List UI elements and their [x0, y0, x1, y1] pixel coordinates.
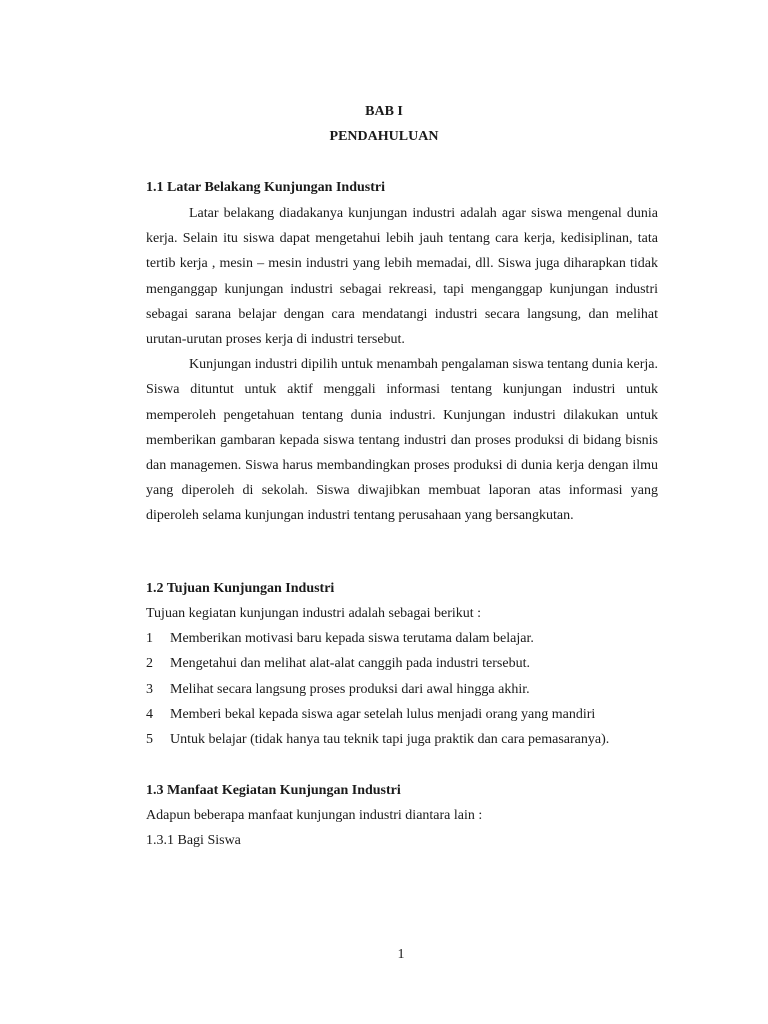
section-1-1-body [146, 201, 658, 529]
paragraph-2: Kunjungan industri dipilih untuk menambah pengalaman siswa tentang dunia kerja. Siswa dituntut untuk aktif menggali informasi tentang kunjungan industri untuk memperoleh pengetahuan tentang dunia industri. Kunjungan industri dilakukan untuk memberikan gambaran kepada siswa tentang industri dan proses produksi di bidang bisnis dan managemen. Siswa harus membandingkan proses produksi di dunia kerja dengan ilmu yang diperoleh di sekolah. Siswa diwajibkan membuat laporan atas informasi yang diperoleh selama kunjungan industri tentang perusahaan yang bersangkutan. [146, 357, 658, 524]
list-item-number: 3 [146, 682, 153, 697]
section-1-3-intro: Adapun beberapa manfaat kunjungan industri diantara lain : [146, 808, 483, 823]
chapter-label: BAB I [365, 104, 403, 119]
section-1-2-heading: 1.2 Tujuan Kunjungan Industri [146, 581, 335, 596]
list-item-text: Memberikan motivasi baru kepada siswa terutama dalam belajar. [170, 631, 534, 646]
list-item-text: Untuk belajar (tidak hanya tau teknik tapi juga praktik dan cara pemasaranya). [170, 732, 610, 747]
list-item-text: Mengetahui dan melihat alat-alat canggih pada industri tersebut. [170, 656, 530, 671]
section-1-3-1-subheading: 1.3.1 Bagi Siswa [146, 833, 241, 848]
list-item [146, 631, 534, 647]
list-item-number: 4 [146, 707, 153, 722]
list-item [146, 656, 530, 672]
list-item-number: 5 [146, 732, 153, 747]
list-item [146, 732, 609, 748]
section-1-3-heading: 1.3 Manfaat Kegiatan Kunjungan Industri [146, 783, 401, 798]
paragraph-1: Latar belakang diadakanya kunjungan industri adalah agar siswa mengenal dunia kerja. Selain itu siswa dapat mengetahui lebih jauh tentang cara kerja, kedisiplinan, tata tertib kerja , mesin – mesin industri yang lebih memadai, dll. Siswa juga diharapkan tidak menganggap kunjungan industri sebagai rekreasi, tapi menganggap kunjungan industri sebagai sarana belajar dengan cara mendatangi industri secara langsung, dan melihat urutan-urutan proses kerja di industri tersebut. [146, 206, 658, 348]
list-item [146, 682, 530, 698]
section-1-1-heading: 1.1 Latar Belakang Kunjungan Industri [146, 180, 385, 195]
list-item-text: Memberi bekal kepada siswa agar setelah lulus menjadi orang yang mandiri [170, 707, 596, 722]
section-1-2-intro: Tujuan kegiatan kunjungan industri adalah sebagai berikut : [146, 606, 482, 621]
list-item-number: 2 [146, 656, 153, 671]
list-item-text: Melihat secara langsung proses produksi dari awal hingga akhir. [170, 682, 530, 697]
list-item-number: 1 [146, 631, 153, 646]
page-number: 1 [397, 947, 405, 962]
list-item [146, 707, 595, 723]
chapter-title: PENDAHULUAN [329, 129, 439, 144]
